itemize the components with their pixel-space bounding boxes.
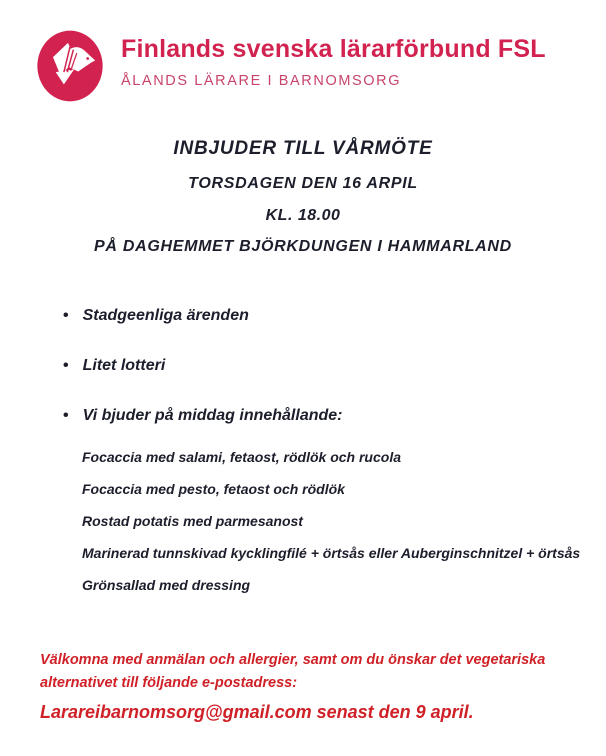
menu-item: Focaccia med salami, fetaost, rödlök och rucola: [82, 449, 401, 465]
invite-title: INBJUDER TILL VÅRMÖTE: [173, 138, 433, 159]
invite-date: TORSDAGEN DEN 16 ARPIL: [188, 175, 418, 192]
rsvp-note-line: Välkomna med anmälan och allergier, samt om du önskar det vegetariska: [40, 652, 546, 668]
agenda-item: [63, 306, 343, 326]
org-title: Finlands svenska lärarförbund FSL: [121, 35, 546, 63]
fsl-logo-icon: [36, 28, 104, 104]
bullet-icon: •: [63, 357, 69, 374]
rsvp-note-line: alternativet till följande e-postadress:: [40, 675, 298, 691]
header: [36, 28, 546, 104]
agenda-item-label: Stadgeenliga ärenden: [82, 307, 249, 324]
agenda-item-label: Litet lotteri: [82, 357, 166, 374]
invite-time: KL. 18.00: [265, 207, 341, 224]
invitation-heading: [0, 138, 606, 256]
org-identity: [121, 28, 546, 89]
agenda-item-label: Vi bjuder på middag innehållande:: [82, 407, 343, 424]
org-subtitle: ÅLANDS LÄRARE I BARNOMSORG: [121, 73, 402, 89]
menu-list: [82, 444, 580, 604]
menu-item: Marinerad tunnskivad kycklingfilé + örtsås eller Auberginschnitzel + örtsås: [82, 545, 581, 561]
agenda-item: [63, 356, 343, 376]
menu-item: Rostad potatis med parmesanost: [82, 513, 303, 529]
invite-location: PÅ DAGHEMMET BJÖRKDUNGEN I HAMMARLAND: [94, 238, 512, 255]
menu-item: Focaccia med pesto, fetaost och rödlök: [82, 481, 345, 497]
menu-item: Grönsallad med dressing: [82, 577, 251, 593]
rsvp-note: [40, 649, 576, 695]
agenda-item: [63, 406, 343, 426]
bullet-icon: •: [63, 307, 69, 324]
rsvp-email-line: Larareibarnomsorg@gmail.com senast den 9 april.: [40, 702, 474, 722]
bullet-icon: •: [63, 407, 69, 424]
agenda-list: [63, 306, 343, 456]
